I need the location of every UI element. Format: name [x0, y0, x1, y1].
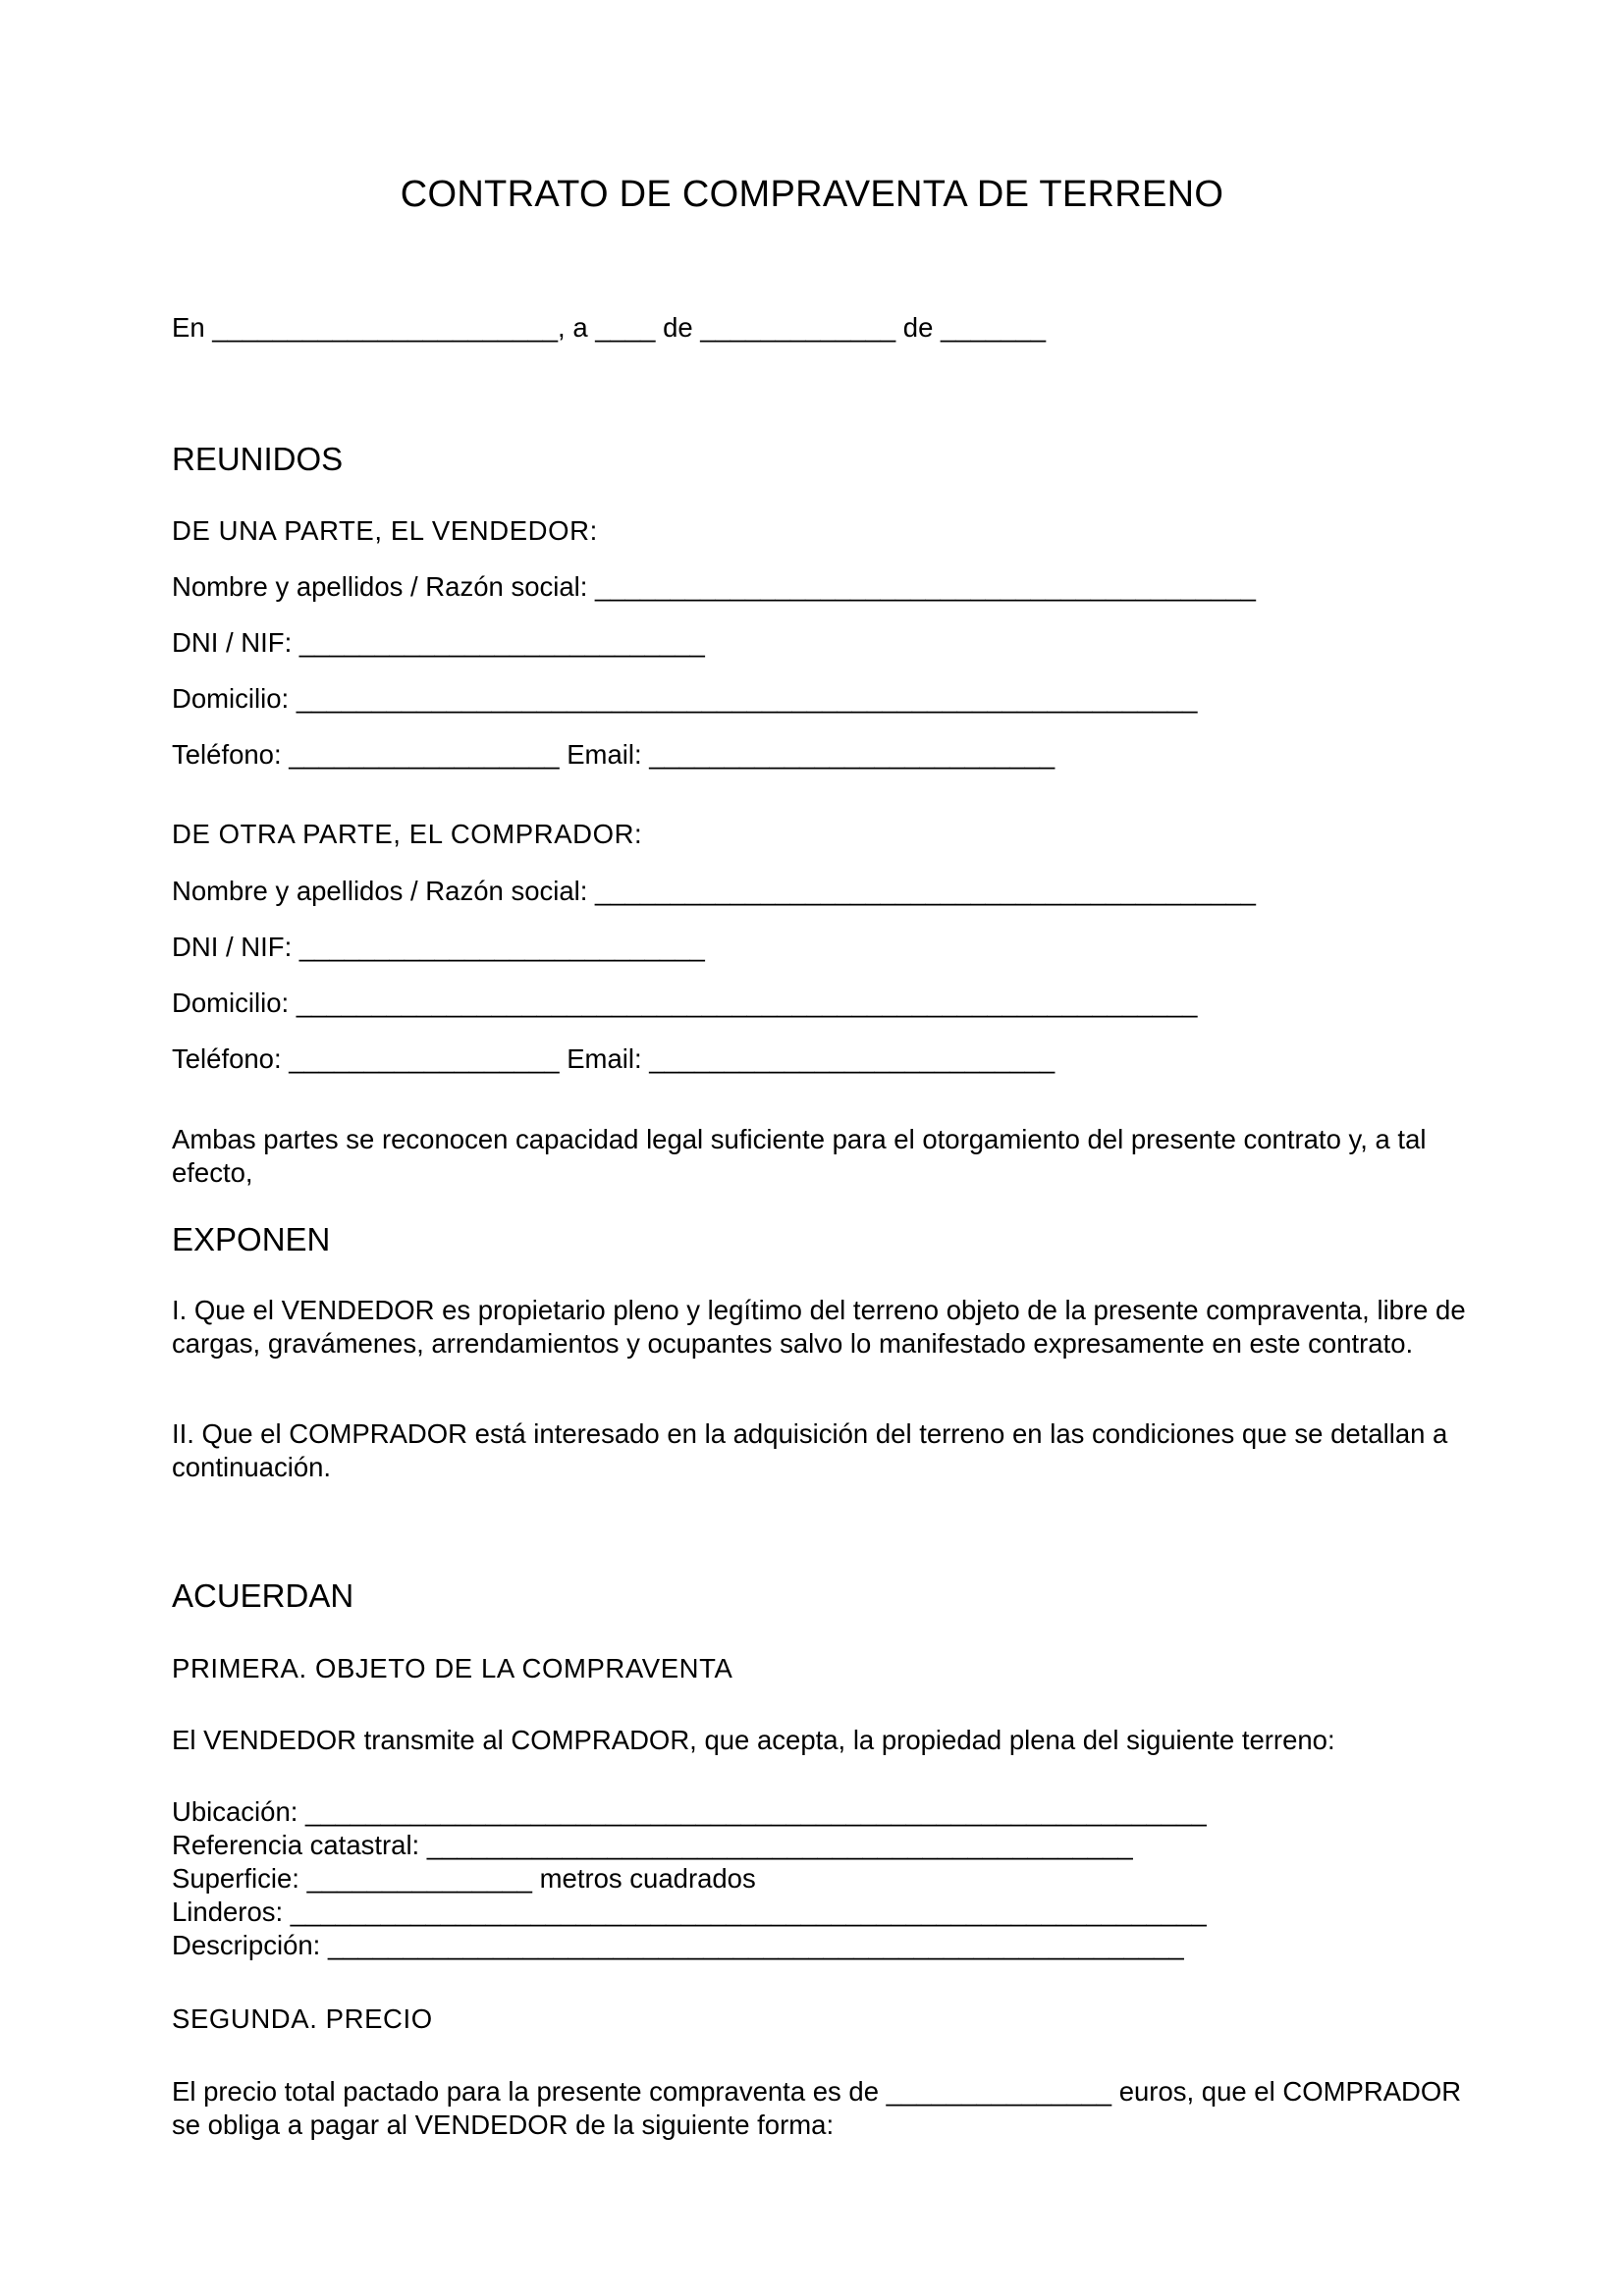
ubicacion-line: Ubicación: ____________________________________________________________ — [172, 1796, 1207, 1827]
comprador-contact-line: Teléfono: __________________ Email: ___________________________ — [172, 1043, 1056, 1074]
capacity-paragraph: Ambas partes se reconocen capacidad legal suficiente para el otorgamiento del presente contrato y, a tal efecto, — [172, 1124, 1427, 1188]
acuerdan-heading: ACUERDAN — [172, 1577, 354, 1614]
exponen-heading: EXPONEN — [172, 1221, 331, 1257]
clause-segunda-text: El precio total pactado para la presente compraventa es de _______________ euros, que el COMPRADOR se obliga a pagar al VENDEDOR de la siguiente forma: — [172, 2076, 1462, 2140]
place-date-line: En _______________________, a ____ de _____________ de _______ — [172, 312, 1047, 343]
clause-primera-intro: El VENDEDOR transmite al COMPRADOR, que acepta, la propiedad plena del siguiente terreno: — [172, 1725, 1335, 1755]
comprador-name-line: Nombre y apellidos / Razón social: ____________________________________________ — [172, 876, 1256, 906]
vendedor-label: DE UNA PARTE, EL VENDEDOR: — [172, 515, 598, 546]
vendedor-dni-line: DNI / NIF: ___________________________ — [172, 627, 705, 658]
document-title: CONTRATO DE COMPRAVENTA DE TERRENO — [400, 174, 1224, 215]
comprador-label: DE OTRA PARTE, EL COMPRADOR: — [172, 819, 643, 849]
clause-primera-title: PRIMERA. OBJETO DE LA COMPRAVENTA — [172, 1653, 733, 1683]
comprador-dni-line: DNI / NIF: ___________________________ — [172, 932, 705, 962]
clause-segunda-title: SEGUNDA. PRECIO — [172, 2003, 433, 2034]
linderos-line: Linderos: _____________________________________________________________ — [172, 1896, 1207, 1927]
exponen-item-1: I. Que el VENDEDOR es propietario pleno y legítimo del terreno objeto de la presente compraventa, libre de cargas, gravámenes, arrendamientos y ocupantes salvo lo manifestado expresamente en este contrato. — [172, 1295, 1466, 1359]
referencia-catastral-line: Referencia catastral: _______________________________________________ — [172, 1830, 1133, 1860]
vendedor-contact-line: Teléfono: __________________ Email: ___________________________ — [172, 739, 1056, 770]
superficie-line: Superficie: _______________ metros cuadrados — [172, 1863, 756, 1894]
exponen-item-2: II. Que el COMPRADOR está interesado en la adquisición del terreno en las condiciones que se detallan a continuación. — [172, 1418, 1448, 1482]
descripcion-line: Descripción: _________________________________________________________ — [172, 1930, 1184, 1960]
comprador-domicilio-line: Domicilio: ____________________________________________________________ — [172, 988, 1198, 1018]
reunidos-heading: REUNIDOS — [172, 441, 344, 477]
vendedor-name-line: Nombre y apellidos / Razón social: ____________________________________________ — [172, 571, 1256, 602]
vendedor-domicilio-line: Domicilio: ____________________________________________________________ — [172, 683, 1198, 714]
